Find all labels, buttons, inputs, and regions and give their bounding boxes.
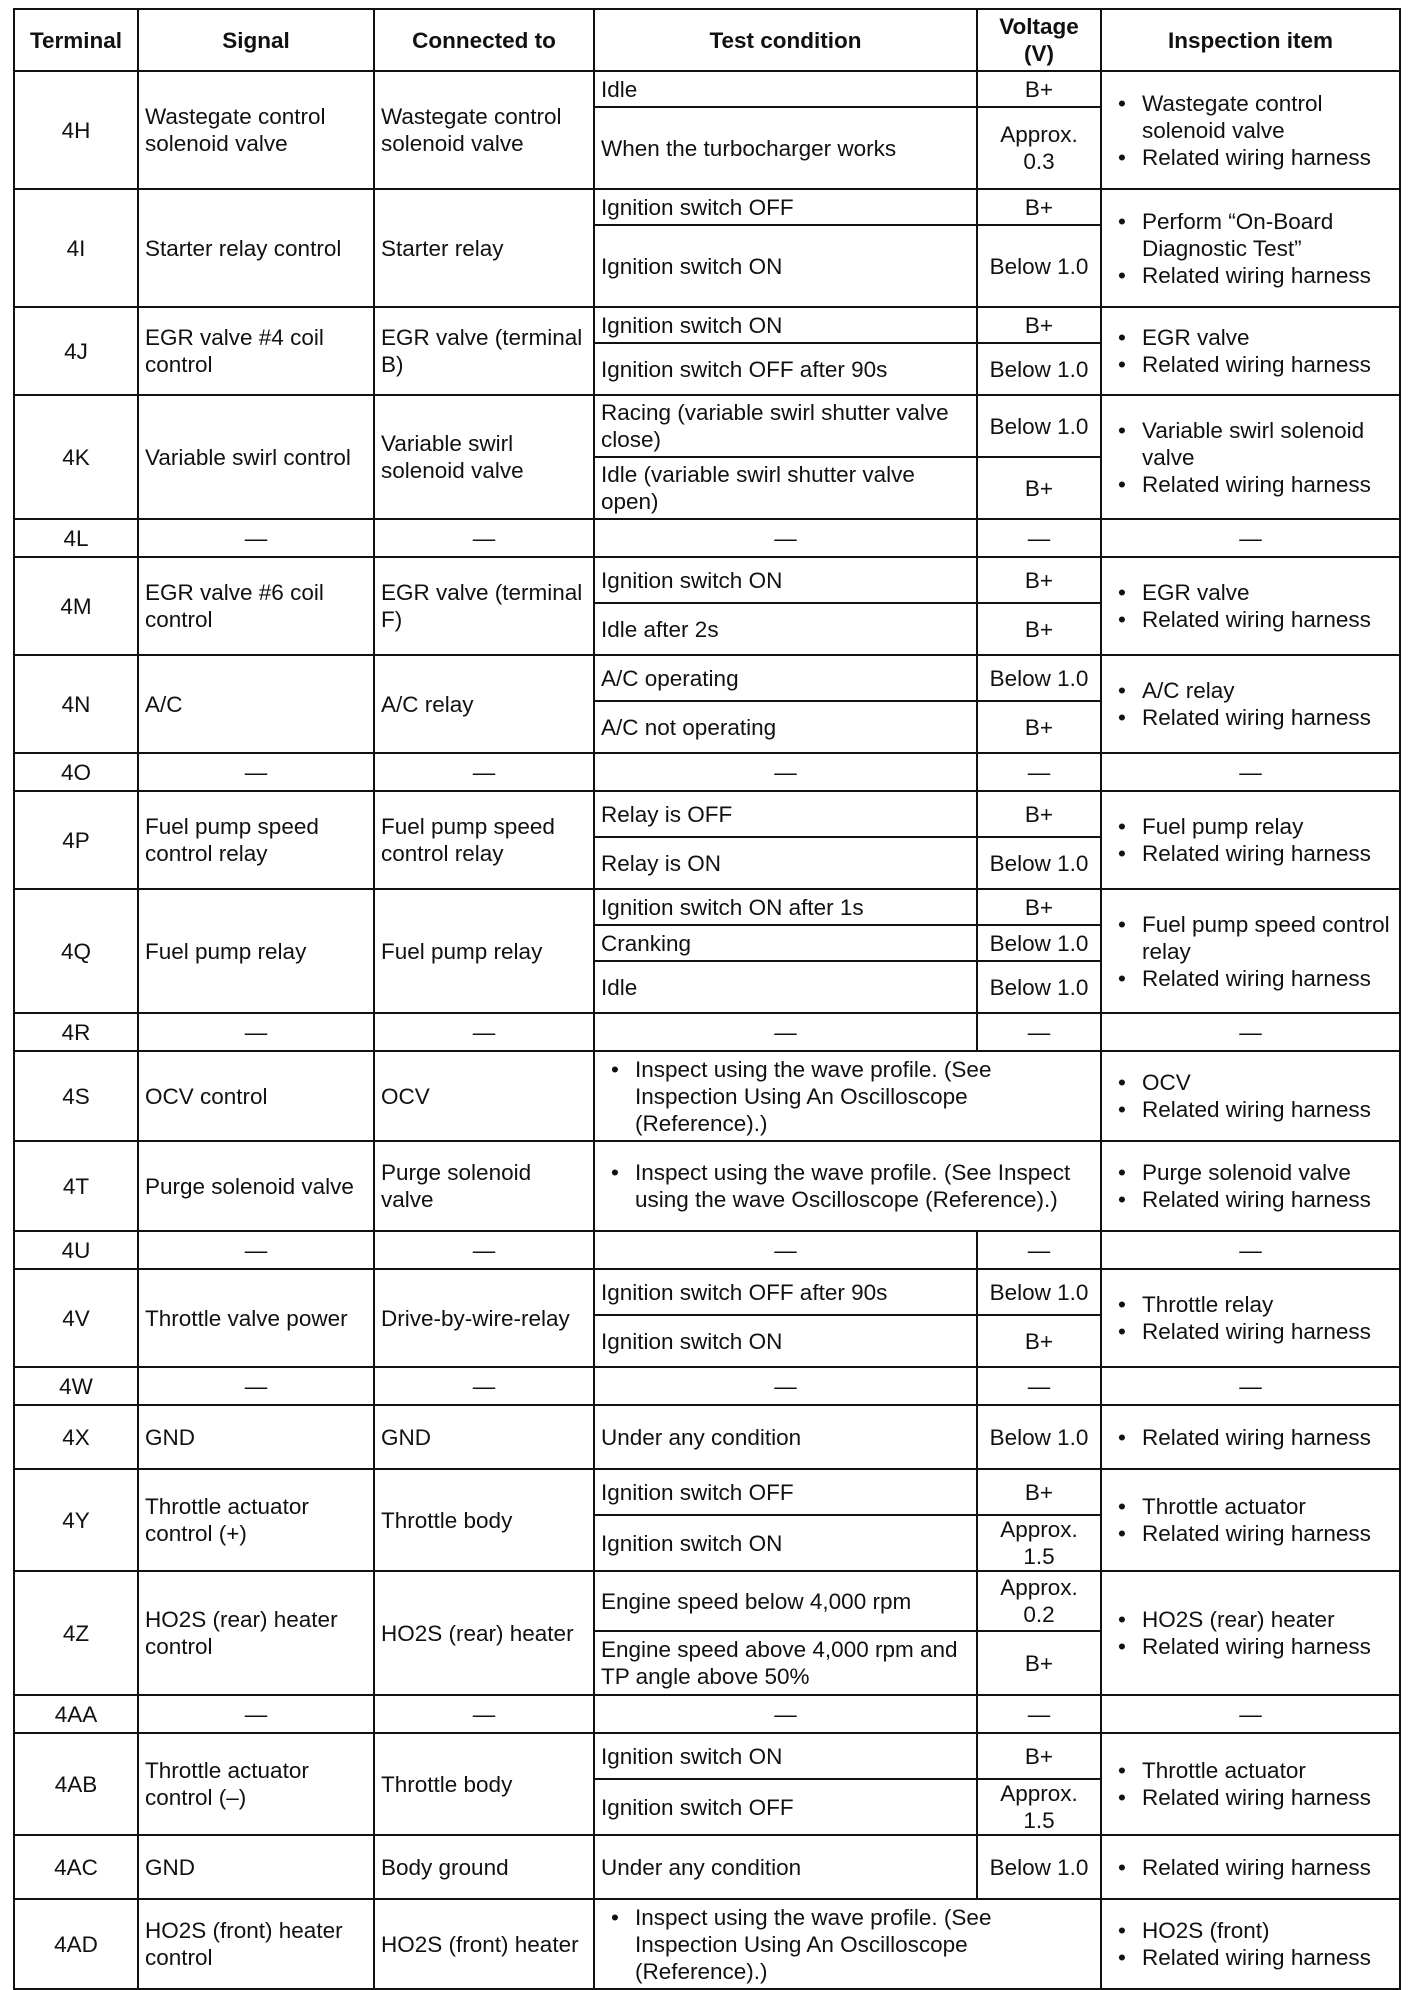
inspection-item-cell: [1101, 1835, 1400, 1899]
inspection-item: • Variable swirl solenoid valve: [1108, 417, 1393, 471]
header-test-condition: Test condition: [594, 9, 977, 71]
test-condition-cell: A/C operating: [594, 655, 977, 701]
inspection-item: • Throttle actuator: [1108, 1493, 1393, 1520]
test-condition-cell: A/C not operating: [594, 701, 977, 753]
inspection-table-container: [13, 8, 1401, 1990]
test-condition-cell: Ignition switch ON: [594, 307, 977, 343]
connected-to-cell: EGR valve (terminal F): [374, 557, 594, 655]
test-condition-cell: Under any condition: [594, 1835, 977, 1899]
test-condition-list: [601, 1904, 1094, 1985]
table-row: [14, 395, 1400, 457]
table-row: [14, 1733, 1400, 1779]
inspection-item: • Related wiring harness: [1108, 965, 1393, 992]
voltage-cell: Below 1.0: [977, 395, 1101, 457]
inspection-item: • Related wiring harness: [1108, 1186, 1393, 1213]
empty-dash-cell: —: [594, 753, 977, 791]
inspection-item-cell: [1101, 655, 1400, 753]
inspection-item-cell: [1101, 189, 1400, 307]
connected-to-cell: Throttle body: [374, 1469, 594, 1571]
inspection-item-cell: [1101, 557, 1400, 655]
empty-dash-cell: —: [1101, 753, 1400, 791]
inspection-item-list: [1108, 813, 1393, 867]
voltage-cell: B+: [977, 189, 1101, 225]
terminal-cell: 4AC: [14, 1835, 138, 1899]
voltage-cell: Below 1.0: [977, 925, 1101, 961]
empty-dash-cell: —: [374, 1367, 594, 1405]
table-row: [14, 519, 1400, 557]
signal-cell: Purge solenoid valve: [138, 1141, 374, 1231]
terminal-cell: 4M: [14, 557, 138, 655]
empty-dash-cell: —: [138, 1367, 374, 1405]
connected-to-cell: Body ground: [374, 1835, 594, 1899]
inspection-item: • Related wiring harness: [1108, 1944, 1393, 1971]
empty-dash-cell: —: [374, 519, 594, 557]
signal-cell: Fuel pump relay: [138, 889, 374, 1013]
inspection-item: • Fuel pump speed control relay: [1108, 911, 1393, 965]
test-condition-cell: Relay is ON: [594, 837, 977, 889]
test-condition-cell: Idle after 2s: [594, 603, 977, 655]
inspection-item-cell: [1101, 1571, 1400, 1695]
inspection-item: • OCV: [1108, 1069, 1393, 1096]
inspection-item: • Related wiring harness: [1108, 1096, 1393, 1123]
voltage-cell: Below 1.0: [977, 961, 1101, 1013]
signal-cell: GND: [138, 1405, 374, 1469]
inspection-item-list: [1108, 579, 1393, 633]
signal-cell: Fuel pump speed control relay: [138, 791, 374, 889]
empty-dash-cell: —: [594, 1013, 977, 1051]
inspection-item-cell: [1101, 791, 1400, 889]
test-condition-list: [601, 1159, 1094, 1213]
empty-dash-cell: —: [977, 1695, 1101, 1733]
connected-to-cell: Wastegate control solenoid valve: [374, 71, 594, 189]
signal-cell: HO2S (front) heater control: [138, 1899, 374, 1989]
empty-dash-cell: —: [594, 1231, 977, 1269]
header-voltage: Voltage (V): [977, 9, 1101, 71]
inspection-item-list: [1108, 1291, 1393, 1345]
table-row: [14, 307, 1400, 343]
terminal-cell: 4Z: [14, 1571, 138, 1695]
test-condition-cell: Ignition switch OFF: [594, 189, 977, 225]
empty-dash-cell: —: [977, 1367, 1101, 1405]
terminal-cell: 4P: [14, 791, 138, 889]
inspection-item: • Related wiring harness: [1108, 1520, 1393, 1547]
signal-cell: EGR valve #4 coil control: [138, 307, 374, 395]
inspection-item: • EGR valve: [1108, 579, 1393, 606]
test-condition-cell: When the turbocharger works: [594, 107, 977, 189]
table-row: [14, 1269, 1400, 1315]
inspection-item: • Related wiring harness: [1108, 471, 1393, 498]
voltage-cell: B+: [977, 307, 1101, 343]
signal-cell: EGR valve #6 coil control: [138, 557, 374, 655]
inspection-item-list: [1108, 911, 1393, 992]
terminal-cell: 4Y: [14, 1469, 138, 1571]
inspection-item-cell: [1101, 889, 1400, 1013]
empty-dash-cell: —: [374, 1013, 594, 1051]
connected-to-cell: HO2S (front) heater: [374, 1899, 594, 1989]
signal-cell: OCV control: [138, 1051, 374, 1141]
empty-dash-cell: —: [1101, 1013, 1400, 1051]
test-condition-cell: Engine speed below 4,000 rpm: [594, 1571, 977, 1631]
test-condition-cell: Cranking: [594, 925, 977, 961]
terminal-cell: 4AA: [14, 1695, 138, 1733]
empty-dash-cell: —: [138, 753, 374, 791]
table-row: [14, 1835, 1400, 1899]
inspection-item-cell: [1101, 1899, 1400, 1989]
voltage-cell: Below 1.0: [977, 655, 1101, 701]
header-row: [14, 9, 1400, 71]
inspection-item-list: [1108, 1493, 1393, 1547]
empty-dash-cell: —: [594, 1367, 977, 1405]
signal-cell: A/C: [138, 655, 374, 753]
header-inspection-item: Inspection item: [1101, 9, 1400, 71]
connected-to-cell: Purge solenoid valve: [374, 1141, 594, 1231]
table-body: [14, 71, 1400, 1989]
test-condition-cell: Ignition switch ON: [594, 225, 977, 307]
inspection-item: • Related wiring harness: [1108, 1424, 1393, 1451]
signal-cell: Throttle actuator control (+): [138, 1469, 374, 1571]
terminal-cell: 4R: [14, 1013, 138, 1051]
terminal-cell: 4U: [14, 1231, 138, 1269]
inspection-item-cell: [1101, 1405, 1400, 1469]
inspection-item-cell: [1101, 1733, 1400, 1835]
table-row: [14, 889, 1400, 925]
inspection-item-list: [1108, 90, 1393, 171]
inspection-item: • EGR valve: [1108, 324, 1393, 351]
voltage-cell: B+: [977, 1469, 1101, 1515]
empty-dash-cell: —: [374, 1695, 594, 1733]
terminal-cell: 4K: [14, 395, 138, 519]
terminal-cell: 4T: [14, 1141, 138, 1231]
terminal-cell: 4O: [14, 753, 138, 791]
empty-dash-cell: —: [138, 519, 374, 557]
inspection-item-cell: [1101, 71, 1400, 189]
test-condition-cell: Under any condition: [594, 1405, 977, 1469]
empty-dash-cell: —: [1101, 1367, 1400, 1405]
test-condition-cell: Relay is OFF: [594, 791, 977, 837]
table-row: [14, 189, 1400, 225]
signal-cell: HO2S (rear) heater control: [138, 1571, 374, 1695]
empty-dash-cell: —: [977, 753, 1101, 791]
inspection-item-list: [1108, 1757, 1393, 1811]
connected-to-cell: OCV: [374, 1051, 594, 1141]
inspection-item-list: [1108, 1854, 1393, 1881]
connected-to-cell: Variable swirl solenoid valve: [374, 395, 594, 519]
voltage-cell: B+: [977, 1631, 1101, 1695]
inspection-item-list: [1108, 1606, 1393, 1660]
test-condition-cell: Ignition switch OFF after 90s: [594, 343, 977, 395]
table-row: [14, 655, 1400, 701]
terminal-inspection-table: [13, 8, 1401, 1990]
table-row: [14, 1367, 1400, 1405]
inspection-item: • Wastegate control solenoid valve: [1108, 90, 1393, 144]
voltage-cell: B+: [977, 701, 1101, 753]
test-condition-note: • Inspect using the wave profile. (See Inspect using the wave Oscilloscope (Reference).): [601, 1159, 1094, 1213]
inspection-item-list: [1108, 1424, 1393, 1451]
test-condition-cell: Idle: [594, 71, 977, 107]
voltage-cell: Below 1.0: [977, 1405, 1101, 1469]
inspection-item: • Related wiring harness: [1108, 1318, 1393, 1345]
terminal-cell: 4J: [14, 307, 138, 395]
empty-dash-cell: —: [977, 519, 1101, 557]
test-condition-cell: [594, 1899, 1101, 1989]
inspection-item: • HO2S (rear) heater: [1108, 1606, 1393, 1633]
test-condition-note: • Inspect using the wave profile. (See Inspection Using An Oscilloscope (Reference).): [601, 1056, 1094, 1137]
empty-dash-cell: —: [1101, 519, 1400, 557]
connected-to-cell: Starter relay: [374, 189, 594, 307]
empty-dash-cell: —: [374, 1231, 594, 1269]
empty-dash-cell: —: [1101, 1695, 1400, 1733]
table-row: [14, 1899, 1400, 1989]
test-condition-cell: Engine speed above 4,000 rpm and TP angle above 50%: [594, 1631, 977, 1695]
terminal-cell: 4L: [14, 519, 138, 557]
voltage-cell: Approx. 1.5: [977, 1779, 1101, 1835]
signal-cell: Throttle actuator control (–): [138, 1733, 374, 1835]
inspection-item: • Related wiring harness: [1108, 144, 1393, 171]
voltage-cell: B+: [977, 1733, 1101, 1779]
terminal-cell: 4I: [14, 189, 138, 307]
table-row: [14, 71, 1400, 107]
inspection-item: • Throttle relay: [1108, 1291, 1393, 1318]
voltage-cell: B+: [977, 603, 1101, 655]
table-row: [14, 1469, 1400, 1515]
inspection-item: • HO2S (front): [1108, 1917, 1393, 1944]
inspection-item: • Throttle actuator: [1108, 1757, 1393, 1784]
empty-dash-cell: —: [138, 1013, 374, 1051]
test-condition-cell: Ignition switch ON: [594, 1733, 977, 1779]
test-condition-cell: [594, 1051, 1101, 1141]
table-row: [14, 557, 1400, 603]
test-condition-cell: Ignition switch ON after 1s: [594, 889, 977, 925]
voltage-cell: Approx. 0.2: [977, 1571, 1101, 1631]
terminal-cell: 4X: [14, 1405, 138, 1469]
inspection-item: • Related wiring harness: [1108, 606, 1393, 633]
inspection-item: • Related wiring harness: [1108, 840, 1393, 867]
empty-dash-cell: —: [374, 753, 594, 791]
empty-dash-cell: —: [1101, 1231, 1400, 1269]
test-condition-cell: Ignition switch ON: [594, 1315, 977, 1367]
inspection-item: • Related wiring harness: [1108, 351, 1393, 378]
header-terminal: Terminal: [14, 9, 138, 71]
test-condition-list: [601, 1056, 1094, 1137]
terminal-cell: 4S: [14, 1051, 138, 1141]
voltage-cell: Below 1.0: [977, 837, 1101, 889]
empty-dash-cell: —: [977, 1231, 1101, 1269]
inspection-item-list: [1108, 677, 1393, 731]
inspection-item: • A/C relay: [1108, 677, 1393, 704]
inspection-item-list: [1108, 208, 1393, 289]
table-row: [14, 791, 1400, 837]
connected-to-cell: Fuel pump speed control relay: [374, 791, 594, 889]
table-row: [14, 753, 1400, 791]
empty-dash-cell: —: [138, 1695, 374, 1733]
signal-cell: Variable swirl control: [138, 395, 374, 519]
terminal-cell: 4V: [14, 1269, 138, 1367]
terminal-cell: 4H: [14, 71, 138, 189]
table-row: [14, 1141, 1400, 1231]
inspection-item: • Related wiring harness: [1108, 1633, 1393, 1660]
connected-to-cell: GND: [374, 1405, 594, 1469]
inspection-item-cell: [1101, 307, 1400, 395]
inspection-item: • Related wiring harness: [1108, 262, 1393, 289]
connected-to-cell: Fuel pump relay: [374, 889, 594, 1013]
inspection-item-cell: [1101, 1051, 1400, 1141]
empty-dash-cell: —: [594, 1695, 977, 1733]
inspection-item-list: [1108, 417, 1393, 498]
table-row: [14, 1231, 1400, 1269]
table-row: [14, 1695, 1400, 1733]
table-row: [14, 1051, 1400, 1141]
test-condition-cell: Ignition switch OFF: [594, 1779, 977, 1835]
test-condition-cell: [594, 1141, 1101, 1231]
signal-cell: Starter relay control: [138, 189, 374, 307]
test-condition-cell: Ignition switch OFF: [594, 1469, 977, 1515]
voltage-cell: B+: [977, 71, 1101, 107]
voltage-cell: B+: [977, 1315, 1101, 1367]
test-condition-cell: Idle: [594, 961, 977, 1013]
inspection-item-cell: [1101, 1469, 1400, 1571]
inspection-item-cell: [1101, 1141, 1400, 1231]
test-condition-cell: Ignition switch ON: [594, 1515, 977, 1571]
terminal-cell: 4W: [14, 1367, 138, 1405]
inspection-item-list: [1108, 1917, 1393, 1971]
voltage-cell: B+: [977, 889, 1101, 925]
voltage-cell: Approx. 1.5: [977, 1515, 1101, 1571]
connected-to-cell: Drive-by-wire-relay: [374, 1269, 594, 1367]
voltage-cell: Below 1.0: [977, 225, 1101, 307]
inspection-item-list: [1108, 1159, 1393, 1213]
terminal-cell: 4AB: [14, 1733, 138, 1835]
test-condition-cell: Ignition switch ON: [594, 557, 977, 603]
voltage-cell: Below 1.0: [977, 1835, 1101, 1899]
terminal-cell: 4Q: [14, 889, 138, 1013]
header-signal: Signal: [138, 9, 374, 71]
signal-cell: Throttle valve power: [138, 1269, 374, 1367]
header-connected-to: Connected to: [374, 9, 594, 71]
inspection-item: • Related wiring harness: [1108, 1854, 1393, 1881]
test-condition-note: • Inspect using the wave profile. (See Inspection Using An Oscilloscope (Reference).): [601, 1904, 1094, 1985]
table-row: [14, 1405, 1400, 1469]
voltage-cell: Approx. 0.3: [977, 107, 1101, 189]
inspection-item-list: [1108, 1069, 1393, 1123]
voltage-cell: B+: [977, 791, 1101, 837]
empty-dash-cell: —: [977, 1013, 1101, 1051]
voltage-cell: Below 1.0: [977, 1269, 1101, 1315]
signal-cell: GND: [138, 1835, 374, 1899]
inspection-item: • Perform “On-Board Diagnostic Test”: [1108, 208, 1393, 262]
terminal-cell: 4AD: [14, 1899, 138, 1989]
terminal-cell: 4N: [14, 655, 138, 753]
signal-cell: Wastegate control solenoid valve: [138, 71, 374, 189]
voltage-cell: B+: [977, 557, 1101, 603]
inspection-item: • Related wiring harness: [1108, 704, 1393, 731]
empty-dash-cell: —: [138, 1231, 374, 1269]
connected-to-cell: HO2S (rear) heater: [374, 1571, 594, 1695]
connected-to-cell: Throttle body: [374, 1733, 594, 1835]
empty-dash-cell: —: [594, 519, 977, 557]
table-row: [14, 1013, 1400, 1051]
connected-to-cell: EGR valve (terminal B): [374, 307, 594, 395]
test-condition-cell: Ignition switch OFF after 90s: [594, 1269, 977, 1315]
voltage-cell: B+: [977, 457, 1101, 519]
table-row: [14, 1571, 1400, 1631]
inspection-item: • Purge solenoid valve: [1108, 1159, 1393, 1186]
connected-to-cell: A/C relay: [374, 655, 594, 753]
inspection-item-cell: [1101, 1269, 1400, 1367]
voltage-cell: Below 1.0: [977, 343, 1101, 395]
inspection-item: • Related wiring harness: [1108, 1784, 1393, 1811]
inspection-item-list: [1108, 324, 1393, 378]
inspection-item-cell: [1101, 395, 1400, 519]
test-condition-cell: Racing (variable swirl shutter valve close): [594, 395, 977, 457]
inspection-item: • Fuel pump relay: [1108, 813, 1393, 840]
test-condition-cell: Idle (variable swirl shutter valve open): [594, 457, 977, 519]
